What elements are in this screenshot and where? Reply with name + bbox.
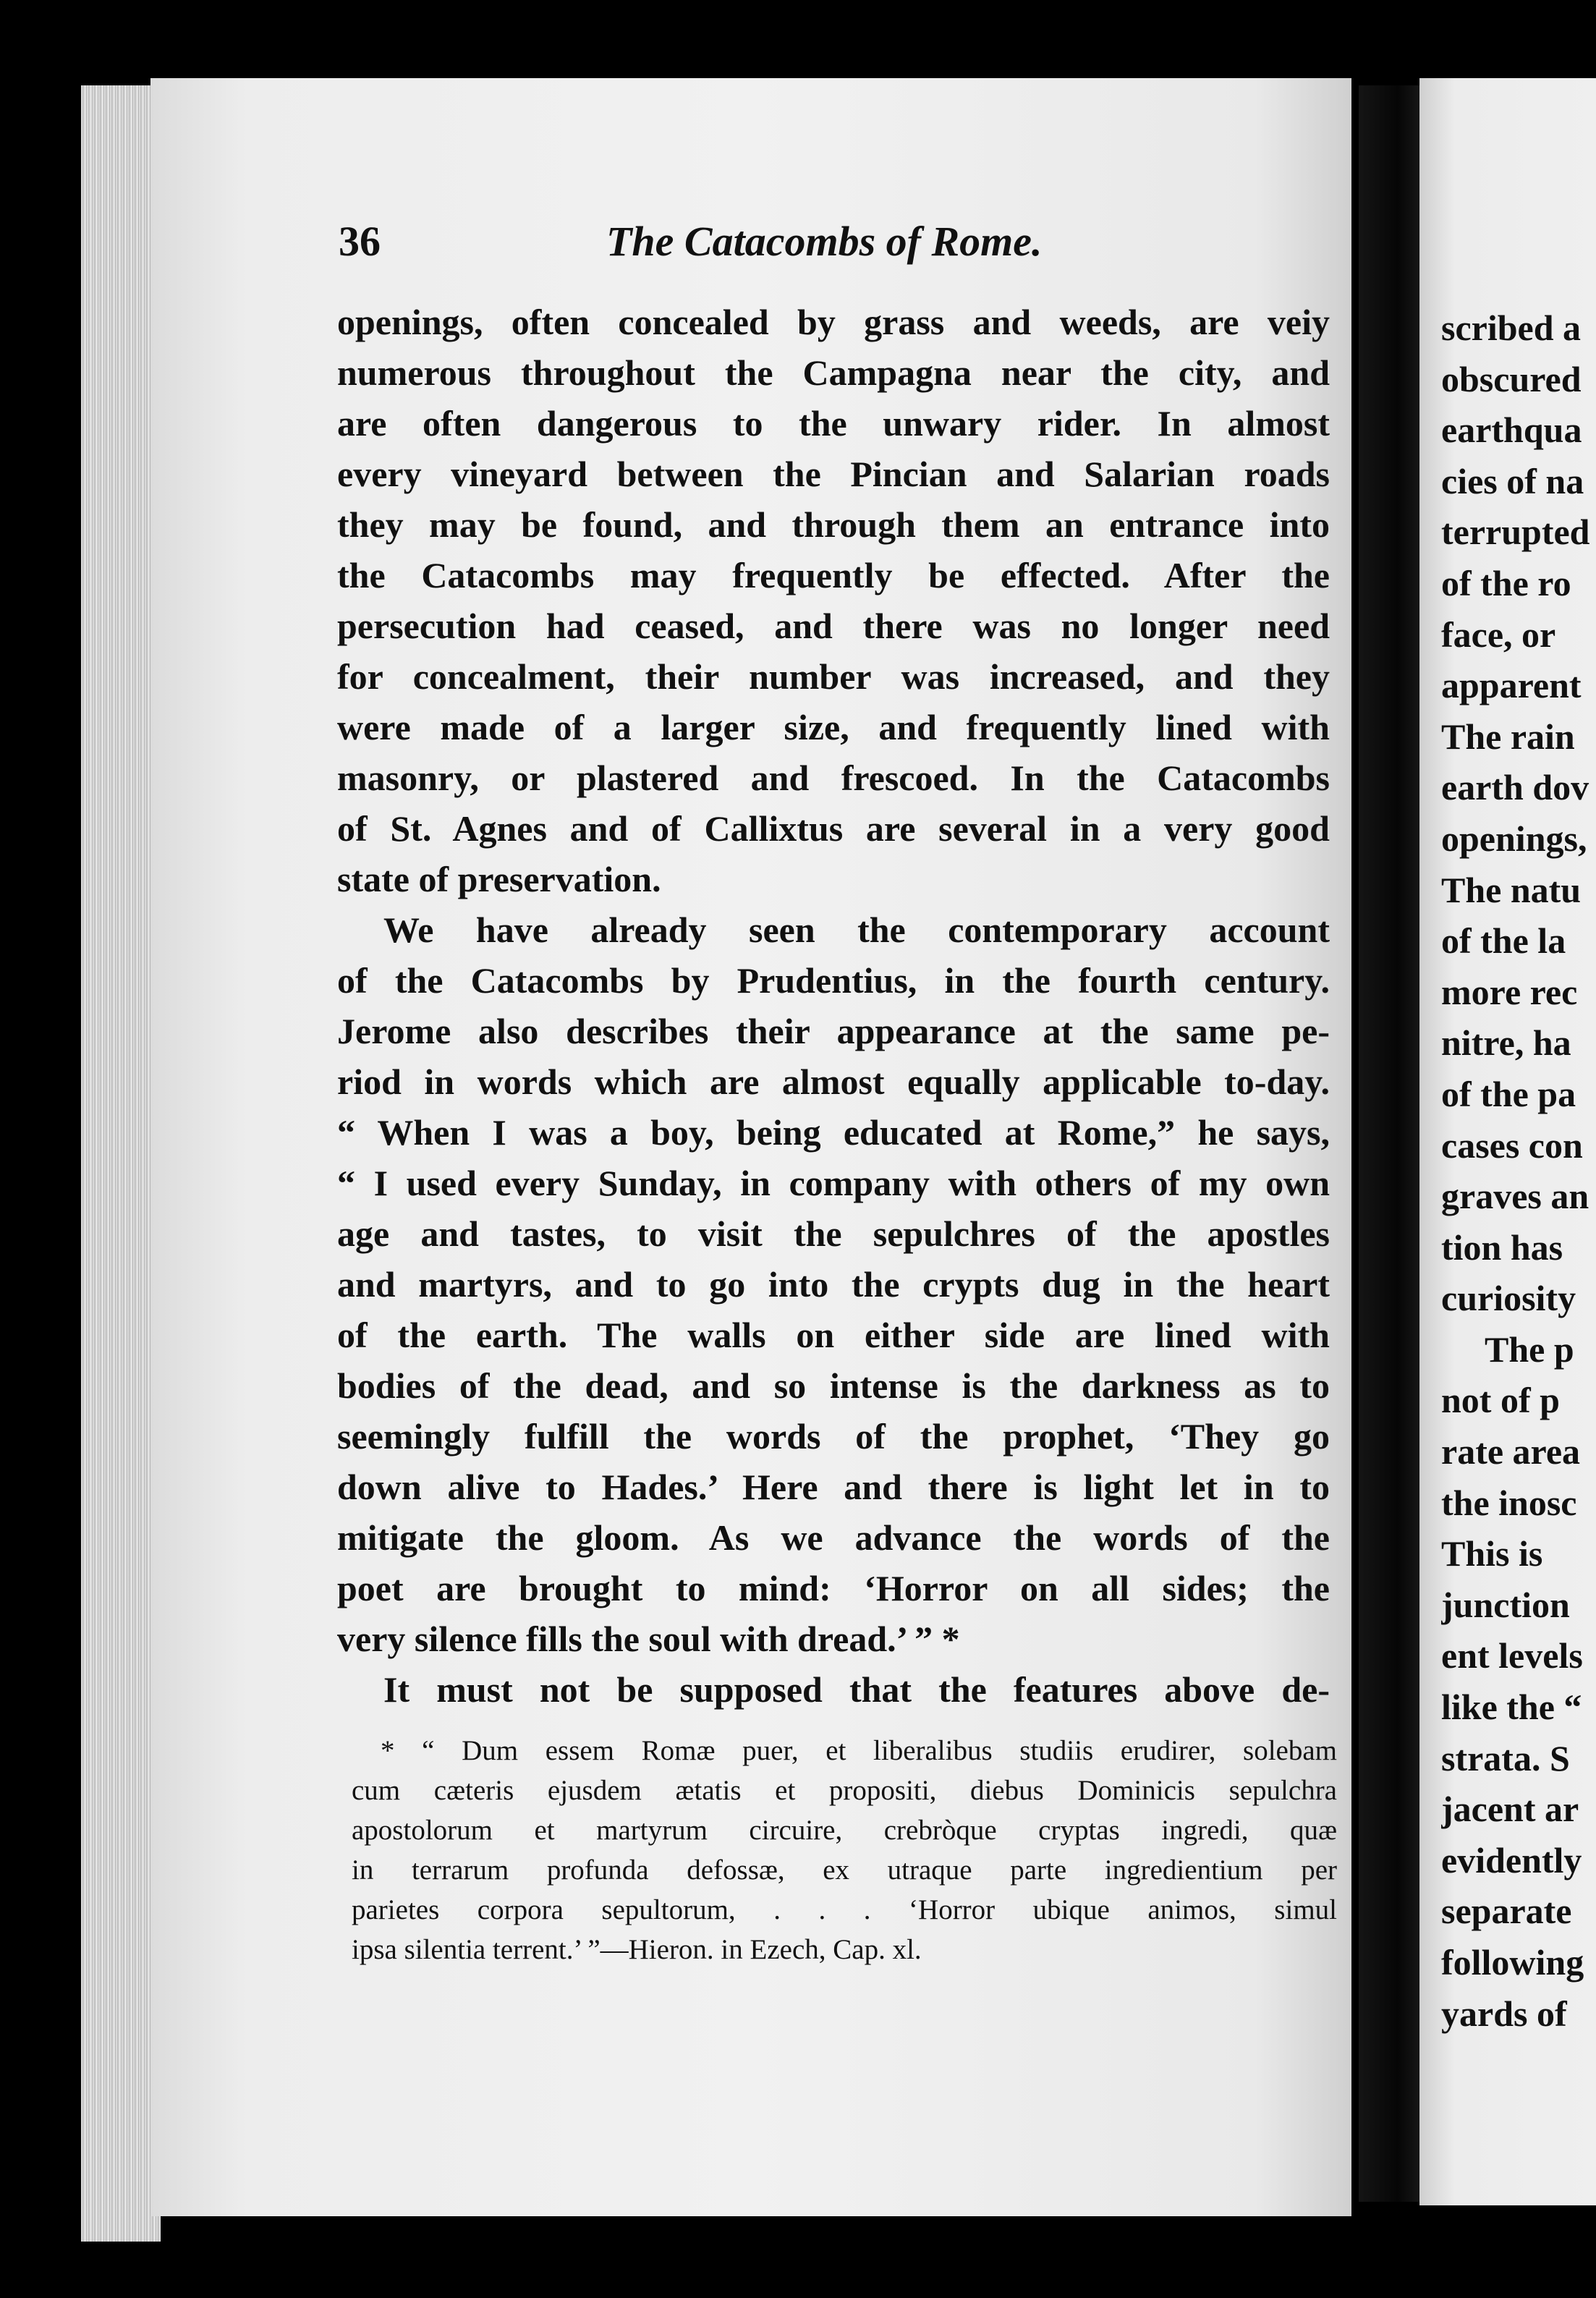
text-line: curiosity <box>1441 1278 1576 1319</box>
text-line: openings, <box>1441 818 1587 859</box>
text-line: strata. S <box>1441 1737 1570 1778</box>
text-line: of the earth. The walls on either side are lined with <box>337 1315 1330 1355</box>
text-line: scribed a <box>1441 308 1582 348</box>
text-line: more rec <box>1441 971 1578 1012</box>
text-line: nitre, ha <box>1441 1022 1571 1064</box>
text-line: evidently <box>1441 1839 1582 1881</box>
text-line: tion has <box>1441 1226 1563 1268</box>
text-line: apostolorum et martyrum circuire, crebròque cryptas ingredi, quæ <box>352 1815 1337 1846</box>
text-line: rate area <box>1441 1431 1581 1472</box>
text-line: ent levels <box>1441 1635 1583 1676</box>
text-line: cies of na <box>1441 460 1584 501</box>
text-line: It must not be supposed that the features above de- <box>383 1669 1330 1710</box>
book-gutter <box>1359 85 1424 2202</box>
text-line: the inosc <box>1441 1482 1577 1523</box>
text-line: seemingly fulfill the words of the prophet, ‘They go <box>337 1416 1330 1457</box>
text-line: separate <box>1441 1891 1572 1932</box>
text-line: cases con <box>1441 1124 1583 1166</box>
text-line: junction <box>1441 1584 1570 1625</box>
text-line: state of preservation. <box>337 859 661 899</box>
text-line: earth dov <box>1441 767 1589 808</box>
text-line: in terrarum profunda defossæ, ex utraque parte ingredientium per <box>352 1854 1337 1886</box>
running-head: The Catacombs of Rome. <box>606 218 1043 265</box>
text-line: riod in words which are almost equally applicable to-day. <box>337 1061 1330 1102</box>
text-line: openings, often concealed by grass and weeds, are veiy <box>337 302 1330 342</box>
text-line: apparent <box>1441 665 1582 706</box>
text-line: terrupted <box>1441 512 1590 553</box>
text-line: every vineyard between the Pincian and Salarian roads <box>337 454 1330 494</box>
text-line: for concealment, their number was increased, and they <box>337 656 1330 697</box>
text-line: of the Catacombs by Prudentius, in the fourth century. <box>337 960 1330 1001</box>
text-line: poet are brought to mind: ‘Horror on all sides; the <box>337 1568 1330 1608</box>
text-line: like the “ <box>1441 1687 1582 1728</box>
text-line: masonry, or plastered and frescoed. In the Catacombs <box>337 758 1330 798</box>
body-text <box>337 297 1330 1715</box>
text-line: cum cæteris ejusdem ætatis et propositi, diebus Dominicis sepulchra <box>352 1775 1337 1806</box>
text-line: ipsa silentia terrent.’ ”—Hieron. in Ezech, Cap. xl. <box>352 1934 922 1965</box>
text-line: the Catacombs may frequently be effected. After the <box>337 555 1330 595</box>
text-line: yards of <box>1441 1993 1567 2034</box>
text-line: * “ Dum essem Romæ puer, et liberalibus studiis erudirer, solebam <box>381 1735 1337 1766</box>
text-line: obscured <box>1441 358 1582 399</box>
text-line: Jerome also describes their appearance at the same pe- <box>337 1011 1330 1051</box>
text-line: of St. Agnes and of Callixtus are several in a very good <box>337 808 1330 849</box>
text-line: they may be found, and through them an entrance into <box>337 504 1330 545</box>
text-line: following <box>1441 1942 1584 1983</box>
text-line: of the la <box>1441 920 1566 962</box>
text-line: This is <box>1441 1533 1543 1574</box>
text-line: jacent ar <box>1441 1789 1579 1830</box>
text-line: very silence fills the soul with dread.’ ” * <box>337 1619 960 1659</box>
text-line: of the ro <box>1441 562 1571 603</box>
text-line: bodies of the dead, and so intense is the darkness as to <box>337 1365 1330 1406</box>
footnote <box>352 1731 1337 1970</box>
text-line: of the pa <box>1441 1073 1576 1114</box>
text-line: numerous throughout the Campagna near the city, and <box>337 352 1330 393</box>
text-line: down alive to Hades.’ Here and there is light let in to <box>337 1467 1330 1507</box>
text-line: “ I used every Sunday, in company with others of my own <box>337 1163 1330 1203</box>
text-line: face, or <box>1441 614 1556 655</box>
text-line: “ When I was a boy, being educated at Rome,” he says, <box>337 1112 1330 1153</box>
text-line: persecution had ceased, and there was no longer need <box>337 606 1330 646</box>
text-line: graves an <box>1441 1176 1589 1217</box>
text-line: The p <box>1485 1328 1574 1370</box>
text-line: age and tastes, to visit the sepulchres of the apostles <box>337 1213 1330 1254</box>
text-line: were made of a larger size, and frequently lined with <box>337 707 1330 747</box>
text-line: not of p <box>1441 1380 1560 1421</box>
text-line: mitigate the gloom. As we advance the words of the <box>337 1517 1330 1558</box>
text-line: We have already seen the contemporary account <box>383 910 1330 950</box>
text-line: parietes corpora sepultorum, . . . ‘Horror ubique animos, simul <box>352 1894 1337 1925</box>
text-line: and martyrs, and to go into the crypts dug in the heart <box>337 1264 1330 1305</box>
text-line: earthqua <box>1441 410 1582 451</box>
page-number: 36 <box>339 218 381 265</box>
text-line: are often dangerous to the unwary rider. In almost <box>337 403 1330 444</box>
text-line: The natu <box>1441 869 1582 910</box>
text-line: The rain <box>1441 716 1575 757</box>
page-header <box>339 217 1344 275</box>
page-edges <box>81 85 161 2242</box>
right-page-text <box>1441 302 1596 2053</box>
